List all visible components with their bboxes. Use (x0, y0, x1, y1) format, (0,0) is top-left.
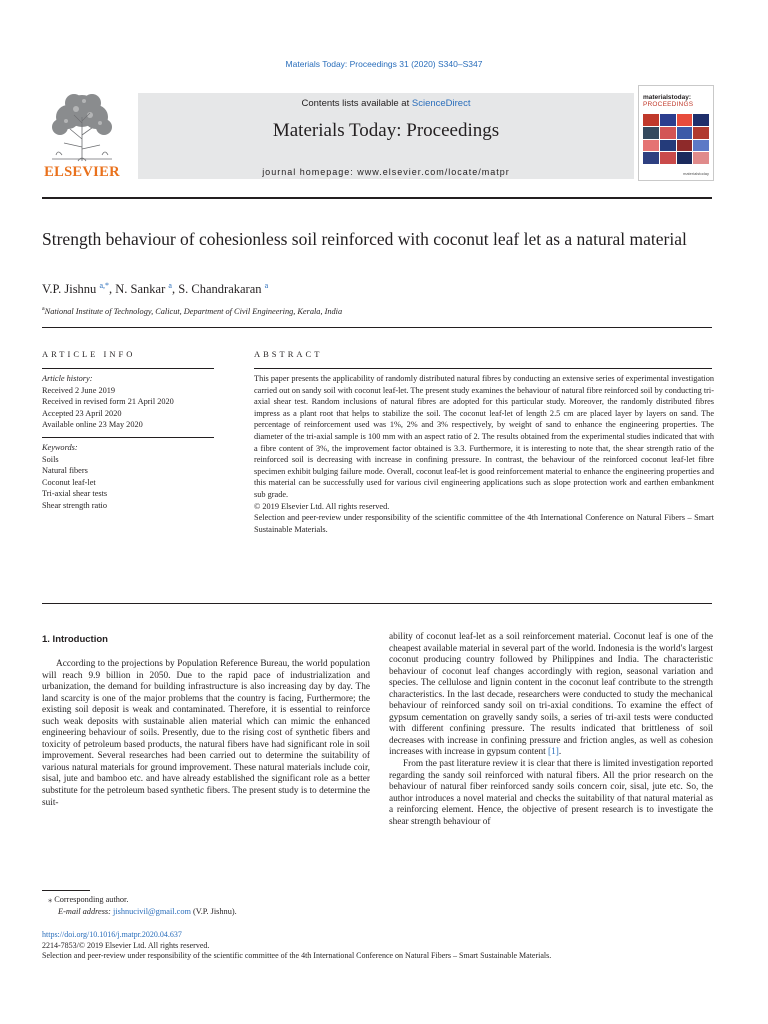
journal-masthead (42, 83, 726, 181)
keyword[interactable]: Shear strength ratio (42, 500, 107, 510)
article-history-label: Article history: (42, 374, 93, 383)
keywords-block (42, 442, 107, 512)
affiliation (42, 306, 342, 316)
author-name[interactable]: V.P. Jishnu (42, 282, 97, 297)
affiliation-text: National Institute of Technology, Calicut, Department of Civil Engineering, Kerala, India (44, 306, 343, 316)
cover-footer: materialstoday (682, 171, 709, 176)
reference-link[interactable]: [1] (548, 747, 559, 758)
section-heading-introduction: 1. Introduction (42, 634, 108, 645)
journal-name: Materials Today: Proceedings (272, 120, 500, 141)
article-info-heading: ARTICLE INFO (42, 349, 136, 359)
author-affiliation-mark[interactable]: a,* (99, 281, 109, 290)
intro-paragraph: From the past literature review it is clear that there is limited investigation reported regarding the sandy soil reinforced with natural fibers. All the prior research on the behaviour of natural fiber reinforced sandy soils concern coir, sisal, jute etc. So, the author introduces a novel material and checks the suitability of that natural material as a reinforcing element. Hence, the objective of present research is to investigate the shear strength behaviour of (389, 759, 713, 827)
article-info-rule (42, 368, 214, 369)
email-label: E-mail address: (58, 907, 111, 916)
corresponding-author-label: Corresponding author. (54, 895, 129, 904)
abstract-copyright: © 2019 Elsevier Ltd. All rights reserved. (254, 501, 390, 511)
body-column-left (42, 659, 370, 809)
intro-paragraph: According to the projections by Population Reference Bureau, the world population will reach 9.9 billion in 2050. Due to the rapid pace of industrialization and urbanization, the demand for building infrastructure is also increasing day by day. The land scarcity is one of the major problems that the country is facing, Furthermore; the existing soil deposit is weak and contaminated. Therefore, it is essential to reinforce such weak deposits with sustainable alien material which can mimic the enhanced engineering behaviour of soils. Presently, due to the rising cost of synthetic fibers and toxicity of petroleum based products, the natural fibers have had significant role in soil improvement. Several researches had been carried out to determine the suitability of various natural materials for ground improvement. These natural materials include coir, sisal, jute and bamboo etc. and have already established the significant role as a better substitute for the petroleum based synthetic fibers. The present study is to determine the suit- (42, 659, 370, 808)
author-email-link[interactable]: jishnucivil@gmail.com (113, 907, 191, 916)
abstract-body (254, 373, 714, 535)
contents-prefix: Contents lists available at (301, 98, 412, 109)
intro-text: ability of coconut leaf-let as a soil reinforcement material. Coconut leaf is one of the cheapest available material in several part of the world. Indonesia is the world's largest coconut producing country followed by Philippines and India. The characteristic behaviour of coconut leaf changes accordingly with region, seasonal variation and species. The cellulose and lignin content in the coconut leaf contribute to the strength characteristics. In the last decade, researchers were conducted to study the mechanical behaviour of reinforced sandy soil on tri-axial conditions. To examine the effect of gypsum cementation on gravelly sandy soils, a series of tri-axil tests were conducted with different confining pressure. The results indicated that brittleness of soil decreases with increase in confining pressure and friction angles, as well as cohesion increases with increase in gypsum content (389, 632, 713, 758)
publisher-name: ELSEVIER (44, 164, 120, 180)
keyword[interactable]: Soils (42, 454, 59, 464)
keywords-label: Keywords: (42, 443, 78, 452)
author-list: V.P. Jishnu $^{a,*}$, N. Sankar $^a$, S. Chandrakaran $^a$ (42, 281, 269, 297)
cover-image-grid (643, 114, 709, 164)
abstract-divider (42, 603, 712, 604)
masthead-divider (42, 197, 712, 199)
keyword[interactable]: Tri-axial shear tests (42, 489, 108, 499)
intro-text-end: . (558, 747, 562, 758)
contents-line (138, 98, 634, 109)
journal-homepage[interactable]: journal homepage: www.elsevier.com/locate/matpr (262, 167, 510, 177)
footnote-rule (42, 890, 90, 891)
page-footer (42, 930, 722, 962)
sciencedirect-link[interactable]: ScienceDirect (411, 98, 471, 109)
author-affiliation-mark[interactable]: a (168, 281, 172, 290)
abstract-heading: ABSTRACT (254, 349, 323, 359)
abstract-peer-review: Selection and peer-review under responsibility of the scientific committee of the 4th International Conference on Natural Fibers – Smart Sustainable Materials. (254, 513, 714, 534)
cover-title-line-1: materialstoday: (643, 94, 692, 101)
email-owner: (V.P. Jishnu). (193, 907, 237, 916)
abstract-text: This paper presents the applicability of randomly distributed natural fibres by conducting an extensive series of experimental investigation carried out on sandy soil with coconut leaf-let. The present study examines the behaviour of natural fibre reinforced soil by conducting tri-axial shear test. Random inclusions of natural fibres are adopted for this particular study. Moreover, the randomly distributed fibres impress as a plant root that helps to stabilize the soil. The coconut leaf-let of length 2.5 cm are placed layer by layers on sand. The percentage of reinforcement used was 1%, 2% and 3% respectively, by weight of sand to enhance the engineering properties. The diameter of the tri-axial sample is 100 mm with an aspect ratio of 2. The results obtained from the experimental studies indicated that with a fibre content of 3%, the improvement factor obtained is 3.3. Furthermore, it is interesting to note that, the shear strength ratio of the reinforced soil is decreasing with increase in confining pressure. In contrast, the behaviour of the reinforced coconut leaf-let fibre specimen exhibit bulging failure mode. Overall, coconut leaf-let is good reinforcement material to enhance the engineering properties and this material can be successfully used for various civil engineering applications such as slope protection work and earthen embankment sub grade. (254, 374, 714, 499)
email-note (58, 906, 237, 917)
author-name[interactable]: S. Chandrakaran (178, 282, 262, 297)
author-affiliation-mark[interactable]: a (264, 281, 269, 290)
elsevier-logo[interactable] (42, 89, 122, 181)
abstract-rule (254, 368, 712, 369)
elsevier-tree-icon (42, 89, 122, 163)
history-received: Received 2 June 2019 (42, 385, 116, 395)
footnote-mark: ⁎ (48, 895, 53, 904)
cover-title-line-2: PROCEEDINGS (643, 101, 694, 108)
keyword[interactable]: Natural fibers (42, 466, 88, 476)
author-name[interactable]: N. Sankar (115, 282, 166, 297)
affiliation-mark: a (42, 306, 45, 312)
intro-paragraph-continued (389, 632, 713, 759)
journal-citation[interactable]: Materials Today: Proceedings 31 (2020) S340–S347 (285, 59, 483, 69)
keywords-rule (42, 437, 214, 438)
body-column-right (389, 632, 713, 828)
doi-link[interactable]: https://doi.org/10.1016/j.matpr.2020.04.637 (42, 930, 182, 939)
cover-title (643, 94, 693, 108)
history-accepted: Accepted 23 April 2020 (42, 408, 122, 418)
history-online: Available online 23 May 2020 (42, 420, 143, 430)
footer-peer-review: Selection and peer-review under responsibility of the scientific committee of the 4th International Conference on Natural Fibers – Smart Sustainable Materials. (42, 951, 552, 960)
journal-banner (138, 93, 634, 179)
history-revised: Received in revised form 21 April 2020 (42, 397, 174, 407)
issn-line: 2214-7853/© 2019 Elsevier Ltd. All rights reserved. (42, 940, 210, 950)
article-history (42, 373, 174, 431)
corresponding-author-note (48, 894, 128, 905)
article-title: Strength behaviour of cohesionless soil reinforced with coconut leaf let as a natural material (42, 229, 687, 249)
journal-cover-thumbnail[interactable] (638, 85, 714, 181)
keyword[interactable]: Coconut leaf-let (42, 477, 96, 487)
title-divider (42, 327, 712, 328)
